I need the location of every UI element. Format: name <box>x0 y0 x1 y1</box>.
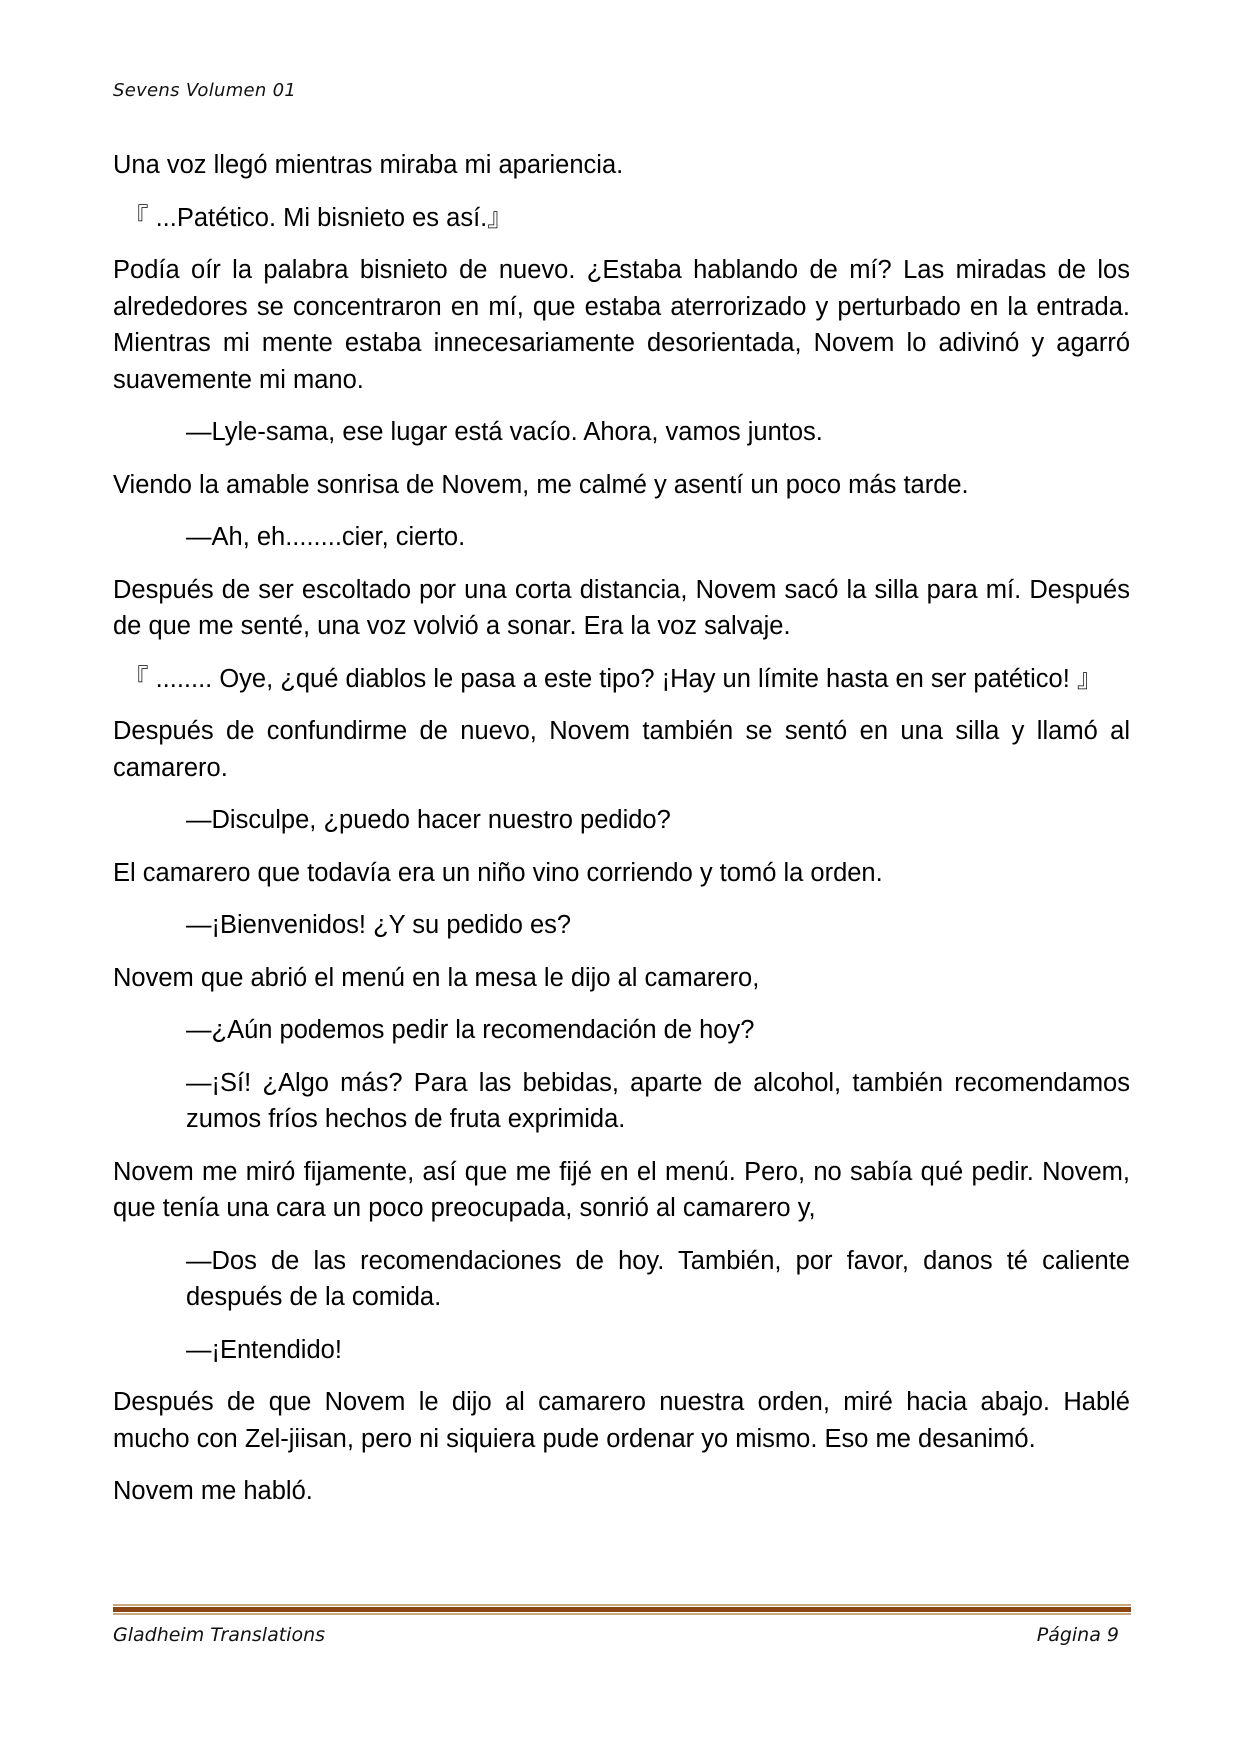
footer-credit: Gladheim Translations <box>113 1624 326 1646</box>
paragraph: Novem me habló. <box>113 1477 313 1505</box>
dialogue-paragraph: —¡Entendido! <box>186 1335 342 1364</box>
dialogue-paragraph: —Disculpe, ¿puedo hacer nuestro pedido? <box>186 806 671 834</box>
page-body <box>113 147 1130 1526</box>
dialogue-paragraph: —¡Bienvenidos! ¿Y su pedido es? <box>186 911 572 939</box>
paragraph: Podía oír la palabra bisnieto de nuevo. ¿Estaba hablando de mí? Las miradas de los alrededores se concentraron en mí, que estaba aterrorizado y perturbado en la entrada. Mientras mi mente estaba innecesariamente desorientada, Novem lo adivinó y agarró suavemente mi mano. <box>113 256 1130 394</box>
paragraph: Después de ser escoltado por una corta distancia, Novem sacó la silla para mí. Después de que me senté, una voz volvió a sonar. Era la voz salvaje. <box>113 575 1130 640</box>
paragraph: El camarero que todavía era un niño vino corriendo y tomó la orden. <box>113 858 883 887</box>
paragraph: Una voz llegó mientras miraba mi apariencia. <box>113 151 624 179</box>
dialogue-paragraph: —Dos de las recomendaciones de hoy. También, por favor, danos té caliente después de la comida. <box>186 1246 1130 1311</box>
paragraph: Novem que abrió el menú en la mesa le dijo al camarero, <box>113 963 760 992</box>
dialogue-paragraph: —Ah, eh........cier, cierto. <box>186 523 466 551</box>
page-number: Página 9 <box>1036 1624 1119 1646</box>
dialogue-paragraph: —Lyle-sama, ese lugar está vacío. Ahora, vamos juntos. <box>186 418 823 446</box>
divider-thin-line <box>113 1604 1131 1606</box>
divider-thin-line <box>113 1613 1131 1615</box>
footer-divider <box>113 1604 1131 1615</box>
paragraph: Después de confundirme de nuevo, Novem también se sentó en una silla y llamó al camarero. <box>113 717 1130 782</box>
quote-paragraph: 『 ...Patético. Mi bisnieto es así.』 <box>123 203 513 232</box>
paragraph: Viendo la amable sonrisa de Novem, me calmé y asentí un poco más tarde. <box>113 470 969 499</box>
dialogue-paragraph: —¡Sí! ¿Algo más? Para las bebidas, aparte de alcohol, también recomendamos zumos fríos hechos de fruta exprimida. <box>186 1068 1130 1133</box>
paragraph: Novem me miró fijamente, así que me fijé en el menú. Pero, no sabía qué pedir. Novem, que tenía una cara un poco preocupada, sonrió al camarero y, <box>113 1157 1130 1222</box>
running-header: Sevens Volumen 01 <box>113 80 297 101</box>
paragraph: Después de que Novem le dijo al camarero nuestra orden, miré hacia abajo. Hablé mucho con Zel-jiisan, pero ni siquiera pude ordenar yo mismo. Eso me desanimó. <box>113 1388 1130 1453</box>
dialogue-paragraph: —¿Aún podemos pedir la recomendación de hoy? <box>186 1016 755 1044</box>
quote-paragraph: 『 ........ Oye, ¿qué diablos le pasa a este tipo? ¡Hay un límite hasta en ser patético! 』 <box>123 664 1103 693</box>
divider-thick-line <box>113 1607 1131 1612</box>
